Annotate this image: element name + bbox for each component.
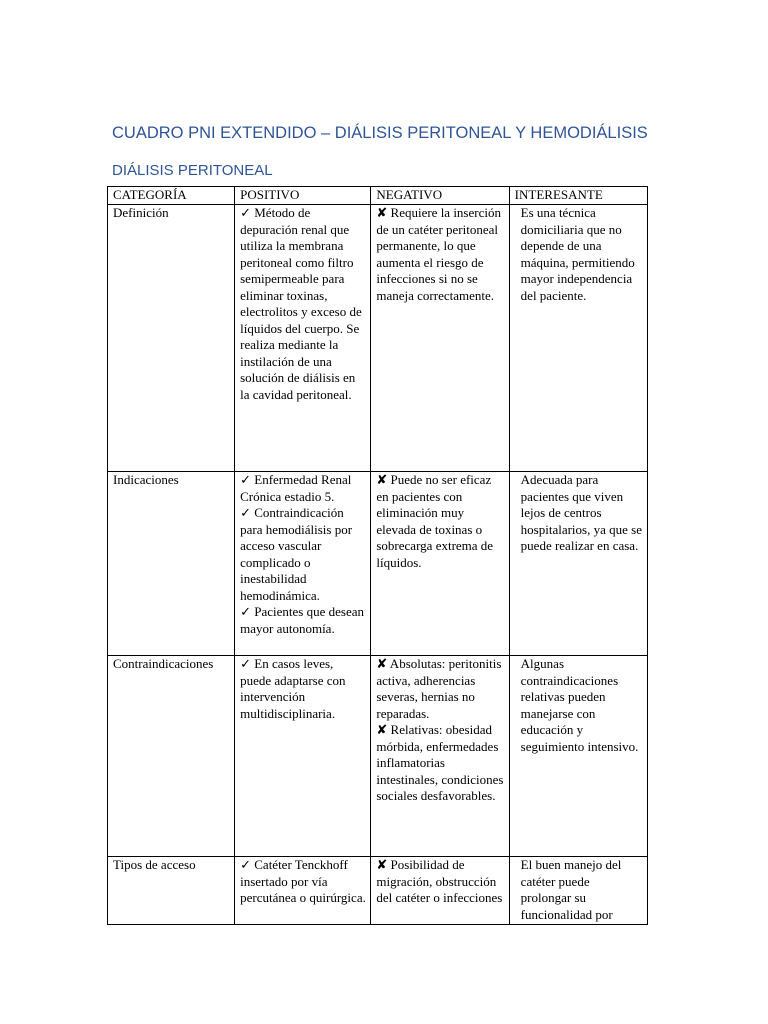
positive-item: ✓ En casos leves, puede adaptarse con intervención multidisciplinaria.	[240, 656, 346, 721]
positive-item: ✓ Método de depuración renal que utiliza la membrana peritoneal como filtro semipermeable para eliminar toxinas, electrolitos y exceso de líquidos del cuerpo. Se realiza mediante la instilación de una solución de diálisis en la cavidad peritoneal.	[240, 205, 362, 402]
interesting-item: El buen manejo del catéter puede prolongar su funcionalidad por	[520, 857, 622, 922]
table-header	[108, 187, 648, 205]
interesting-cell	[509, 205, 647, 472]
interesting-cell	[509, 857, 647, 925]
category-cell: Indicaciones	[108, 472, 235, 656]
interesting-item: Es una técnica domiciliaria que no depende de una máquina, permitiendo mayor independencia del paciente.	[520, 205, 635, 303]
table-row	[108, 205, 648, 472]
negative-cell	[371, 656, 509, 857]
header-negative: NEGATIVO	[371, 187, 509, 205]
category-cell: Definición	[108, 205, 235, 472]
positive-item: ✓ Pacientes que desean mayor autonomía.	[240, 604, 364, 636]
interesting-cell	[509, 472, 647, 656]
header-row	[108, 187, 648, 205]
positive-cell	[235, 472, 371, 656]
positive-cell	[235, 205, 371, 472]
positive-item: ✓ Enfermedad Renal Crónica estadio 5.	[240, 472, 352, 504]
interesting-item: Adecuada para pacientes que viven lejos de centros hospitalarios, ya que se puede realizar en casa.	[520, 472, 642, 553]
table-row	[108, 857, 648, 925]
interesting-item: Algunas contraindicaciones relativas pueden manejarse con educación y seguimiento intensivo.	[520, 656, 639, 754]
header-positive: POSITIVO	[235, 187, 371, 205]
header-interesting: INTERESANTE	[509, 187, 647, 205]
interesting-cell	[509, 656, 647, 857]
table-row	[108, 656, 648, 857]
negative-item: ✘ Absolutas: peritonitis activa, adherencias severas, hernias no reparadas.	[376, 656, 502, 721]
positive-cell	[235, 656, 371, 857]
category-cell: Contraindicaciones	[108, 656, 235, 857]
positive-cell	[235, 857, 371, 925]
section-heading: DIÁLISIS PERITONEAL	[112, 162, 273, 179]
table-row	[108, 472, 648, 656]
negative-item: ✘ Requiere la inserción de un catéter peritoneal permanente, lo que aumenta el riesgo de infecciones si no se maneja correctamente.	[376, 205, 501, 303]
category-cell: Tipos de acceso	[108, 857, 235, 925]
negative-item: ✘ Puede no ser eficaz en pacientes con eliminación muy elevada de toxinas o sobrecarga extrema de líquidos.	[376, 472, 494, 570]
positive-item: ✓ Contraindicación para hemodiálisis por acceso vascular complicado o inestabilidad hemodinámica.	[240, 505, 353, 603]
table-body	[108, 205, 648, 925]
pni-table	[107, 186, 648, 925]
document-title: CUADRO PNI EXTENDIDO – DIÁLISIS PERITONEAL Y HEMODIÁLISIS	[112, 124, 648, 142]
negative-item: ✘ Posibilidad de migración, obstrucción del catéter o infecciones	[376, 857, 503, 905]
positive-item: ✓ Catéter Tenckhoff insertado por vía percutánea o quirúrgica.	[240, 857, 366, 905]
negative-item: ✘ Relativas: obesidad mórbida, enfermedades inflamatorias intestinales, condiciones sociales desfavorables.	[376, 722, 504, 803]
negative-cell	[371, 472, 509, 656]
negative-cell	[371, 205, 509, 472]
negative-cell	[371, 857, 509, 925]
header-category: CATEGORÍA	[108, 187, 235, 205]
